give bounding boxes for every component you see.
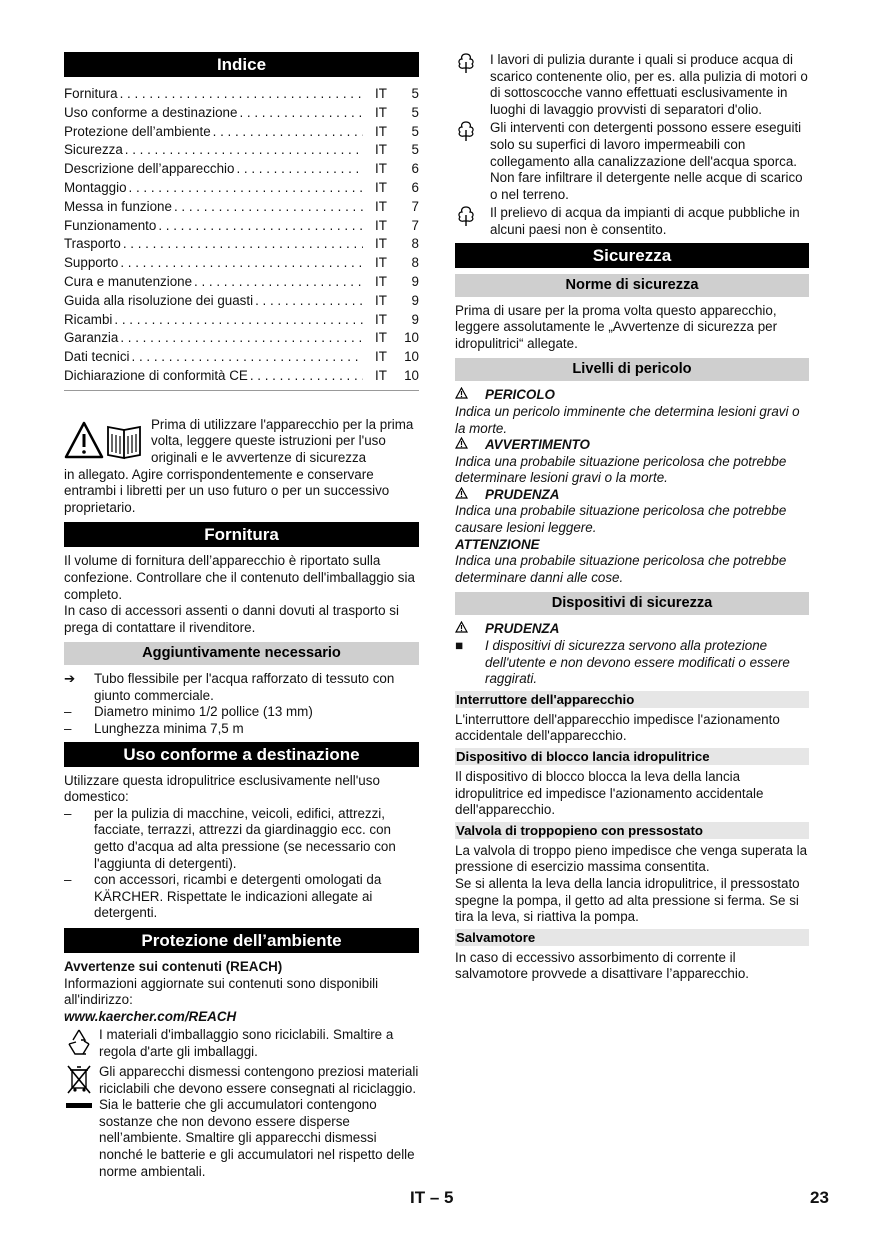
- intro-warning-text: Prima di utilizzare l'apparecchio per la prima volta, leggere queste istruzioni per l'uso originali e le avvertenze di sicurezza: [151, 416, 414, 465]
- toc-heading: Indice: [64, 52, 419, 77]
- fornitura-text: Il volume di fornitura dell’apparecchio è riportato sulla confezione. Controllare che il contenuto dell'imballaggio sia completo.: [64, 553, 415, 602]
- warning-manual-icon: [64, 421, 146, 461]
- toc-entry[interactable]: Ricambi . . . IT 9: [64, 311, 419, 330]
- toc-entry[interactable]: Guida alla risoluzione dei guasti . . . IT 9: [64, 292, 419, 311]
- table-of-contents: [64, 85, 419, 391]
- toc-entry[interactable]: Protezione dell’ambiente . . . IT 5: [64, 123, 419, 142]
- toc-entry[interactable]: Uso conforme a destinazione . . . IT 5: [64, 104, 419, 123]
- device-heading: Valvola di troppopieno con pressostato: [455, 822, 809, 839]
- toc-entry[interactable]: Garanzia . . . IT 10: [64, 329, 419, 348]
- env-note: Il prelievo di acqua da impianti di acque pubbliche in alcuni paesi non è consentito.: [455, 205, 809, 238]
- right-column: [455, 52, 809, 983]
- danger-level-text: Indica una probabile situazione pericolosa che potrebbe determinare lesioni gravi o la morte.: [455, 453, 787, 486]
- footer-section: IT – 5: [410, 1188, 454, 1207]
- crossed-bin-icon: [64, 1064, 94, 1110]
- arrow-icon: ➔: [64, 671, 76, 687]
- list-item: ■ I dispositivi di sicurezza servono alla protezione dell'utente e non devono essere modificati o essere raggirati.: [455, 638, 790, 687]
- intro-warning: [64, 417, 419, 517]
- device-heading: Dispositivo di blocco lancia idropulitrice: [455, 748, 809, 765]
- warning-triangle-icon: [455, 437, 468, 449]
- device-text: L'interruttore dell'apparecchio impedisce l'azionamento accidentale dell'apparecchio.: [455, 711, 780, 744]
- device-text-2: Se si allenta la leva della lancia idropulitrice, il pressostato spegne la pompa, il getto ad alta pressione si ferma. Se si tira la leva, si riattiva la pompa.: [455, 875, 800, 925]
- square-bullet-icon: ■: [455, 638, 464, 654]
- danger-level-text: Indica un pericolo imminente che determina lesioni gravi o la morte.: [455, 403, 800, 436]
- weee-note: Gli apparecchi dismessi contengono preziosi materiali riciclabili che devono essere consegnati al riciclaggio. Sia le batterie che gli accumulatori contengono sostanze che non devono essere disperse nell’ambiente. Smaltire gli apparecchi dismessi nonché le batterie e gli accumulatori nel rispetto delle norme ambientali.: [64, 1064, 419, 1180]
- fornitura-text-2: In caso di accessori assenti o danni dovuti al trasporto si prega di contattare il rivenditore.: [64, 603, 399, 635]
- intro-warning-continued: in allegato. Agire corrispondentemente e conservare entrambi i libretti per un uso futuro o per un successivo proprietario.: [64, 466, 390, 515]
- recycle-note: I materiali d'imballaggio sono riciclabili. Smaltire a regola d'arte gli imballaggi.: [64, 1027, 419, 1062]
- danger-level-title: AVVERTIMENTO: [455, 437, 809, 454]
- page-number: 23: [810, 1188, 829, 1207]
- device-heading: Interruttore dell'apparecchio: [455, 691, 809, 708]
- sicurezza-heading: Sicurezza: [455, 243, 809, 268]
- reach-link[interactable]: www.kaercher.com/REACH: [64, 1008, 237, 1024]
- list-item: – per la pulizia di macchine, veicoli, edifici, attrezzi, facciate, terrazzi, attrezzi da giardinaggio ecc. con getto d'acqua ad alta pressione (se necessario con l'aggiunta di detergenti).: [64, 805, 396, 871]
- protezione-heading: Protezione dell’ambiente: [64, 928, 419, 953]
- warning-triangle-icon: [455, 487, 468, 499]
- toc-entry[interactable]: Montaggio . . . IT 6: [64, 179, 419, 198]
- attenzione-text: Indica una probabile situazione pericolosa che potrebbe determinare danni alle cose.: [455, 553, 787, 585]
- toc-entry[interactable]: Fornitura . . . IT 5: [64, 85, 419, 104]
- toc-entry[interactable]: Funzionamento . . . IT 7: [64, 217, 419, 236]
- danger-level-title: PERICOLO: [455, 387, 809, 404]
- toc-entry[interactable]: Trasporto . . . IT 8: [64, 235, 419, 254]
- dispositivi-heading: Dispositivi di sicurezza: [455, 592, 809, 615]
- list-item: ➔ Tubo flessibile per l'acqua rafforzato di tessuto con giunto commerciale.: [64, 671, 395, 703]
- toc-entry[interactable]: Messa in funzione . . . IT 7: [64, 198, 419, 217]
- recycle-icon: [64, 1027, 94, 1057]
- toc-entry[interactable]: Sicurezza . . . IT 5: [64, 141, 419, 160]
- aggiuntivamente-heading: Aggiuntivamente necessario: [64, 642, 419, 665]
- list-item: – Diametro minimo 1/2 pollice (13 mm): [64, 704, 313, 720]
- danger-level-title: PRUDENZA: [455, 487, 809, 504]
- device-text: La valvola di troppo pieno impedisce che venga superata la pressione di esercizio massima consentita.: [455, 842, 808, 875]
- reach-title: Avvertenze sui contenuti (REACH): [64, 959, 283, 974]
- list-item: – con accessori, ricambi e detergenti omologati da KÄRCHER. Rispettate le indicazioni allegate ai detergenti.: [64, 872, 382, 921]
- left-column: [64, 52, 419, 1182]
- fornitura-heading: Fornitura: [64, 522, 419, 547]
- reach-text: Informazioni aggiornate sui contenuti sono disponibili all'indirizzo:: [64, 975, 379, 1008]
- toc-entry[interactable]: Cura e manutenzione . . . IT 9: [64, 273, 419, 292]
- dispositivi-caution-title: PRUDENZA: [455, 621, 809, 638]
- device-text: In caso di eccessivo assorbimento di corrente il salvamotore provvede a disattivare l’apparecchio.: [455, 949, 750, 982]
- toc-entry[interactable]: Dati tecnici . . . IT 10: [64, 348, 419, 367]
- tree-icon: [455, 52, 477, 74]
- list-item: – Lunghezza minima 7,5 m: [64, 721, 244, 737]
- tree-icon: [455, 205, 477, 227]
- warning-triangle-icon: [455, 387, 468, 399]
- norme-text: Prima di usare per la proma volta questo apparecchio, leggere assolutamente le „Avvertenze di sicurezza per idropulitrici“ allegate.: [455, 302, 778, 351]
- env-note: I lavori di pulizia durante i quali si produce acqua di scarico contenente olio, per es. alla pulizia di motori o di sottoscocche vanno effettuati esclusivamente in luoghi di lavaggio provvisti di separatori d'olio.: [455, 52, 809, 118]
- toc-entry[interactable]: Descrizione dell’apparecchio . . . IT 6: [64, 160, 419, 179]
- danger-level-text: Indica una probabile situazione pericolosa che potrebbe causare lesioni leggere.: [455, 503, 787, 536]
- device-text: Il dispositivo di blocco blocca la leva della lancia idropulitrice ed impedisce l'azionamento accidentale dell'apparecchio.: [455, 769, 764, 818]
- device-heading: Salvamotore: [455, 929, 809, 946]
- toc-entry[interactable]: Supporto . . . IT 8: [64, 254, 419, 273]
- uso-intro: Utilizzare questa idropulitrice esclusivamente nell'uso domestico:: [64, 772, 380, 805]
- norme-heading: Norme di sicurezza: [455, 274, 809, 297]
- tree-icon: [455, 120, 477, 142]
- livelli-heading: Livelli di pericolo: [455, 358, 809, 381]
- toc-entry[interactable]: Dichiarazione di conformità CE . . . IT 10: [64, 367, 419, 386]
- attenzione-title: ATTENZIONE: [455, 536, 540, 552]
- env-note: Gli interventi con detergenti possono essere eseguiti solo su superfici di lavoro impermeabili con collegamento alla canalizzazione dell'acqua sporca. Non fare infiltrare il detergente nelle acque di scarico o nel terreno.: [455, 120, 809, 203]
- warning-triangle-icon: [455, 621, 468, 633]
- uso-heading: Uso conforme a destinazione: [64, 742, 419, 767]
